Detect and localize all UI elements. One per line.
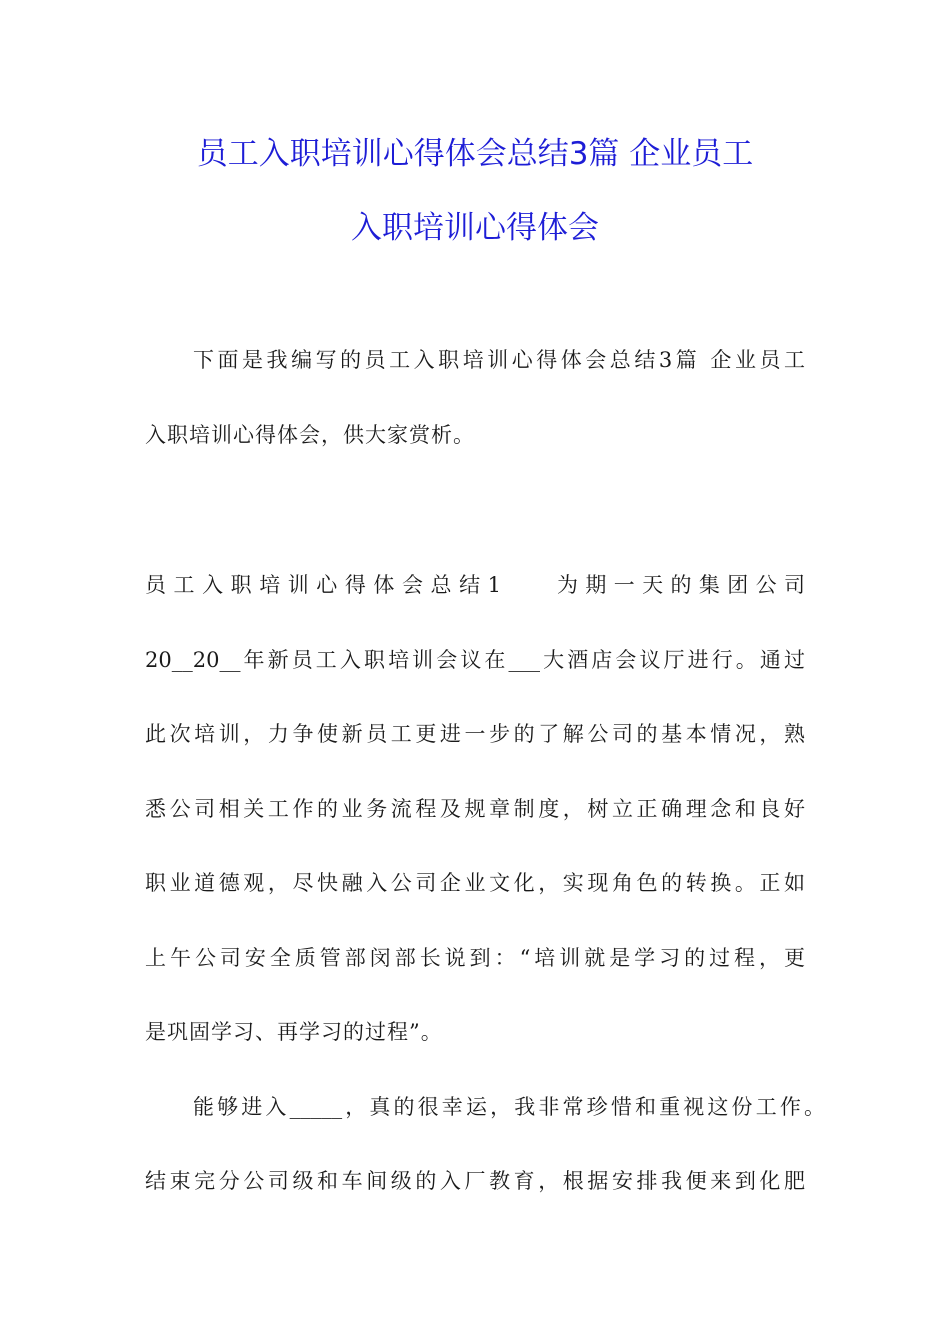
- intro-line-1: 下面是我编写的员工入职培训心得体会总结3篇 企业员工: [193, 348, 805, 372]
- paragraph-line: 职业道德观，尽快融入公司企业文化，实现角色的转换。正如: [145, 871, 805, 895]
- paragraph-line: 20__20__年新员工入职培训会议在___大酒店会议厅进行。通过: [145, 648, 805, 672]
- paragraph-line: 上午公司安全质管部闵部长说到：“培训就是学习的过程，更: [145, 946, 805, 970]
- paragraph-line: 能够进入_____，真的很幸运，我非常珍惜和重视这份工作。: [193, 1095, 825, 1119]
- paragraph-line: 悉公司相关工作的业务流程及规章制度，树立正确理念和良好: [145, 797, 805, 821]
- intro-line-2: 入职培训心得体会，供大家赏析。: [145, 423, 475, 447]
- paragraph-line: 此次培训，力争使新员工更进一步的了解公司的基本情况，熟: [145, 722, 805, 746]
- paragraph-line: 是巩固学习、再学习的过程”。: [145, 1020, 443, 1044]
- document-title-line-2: 入职培训心得体会: [351, 210, 599, 246]
- paragraph-line: 结束完分公司级和车间级的入厂教育，根据安排我便来到化肥: [145, 1169, 805, 1193]
- document-title-line-1: 员工入职培训心得体会总结3篇 企业员工: [196, 136, 754, 172]
- section-heading-continuation: 为期一天的集团公司: [557, 573, 805, 597]
- section-heading: 员工入职培训心得体会总结1: [145, 573, 501, 597]
